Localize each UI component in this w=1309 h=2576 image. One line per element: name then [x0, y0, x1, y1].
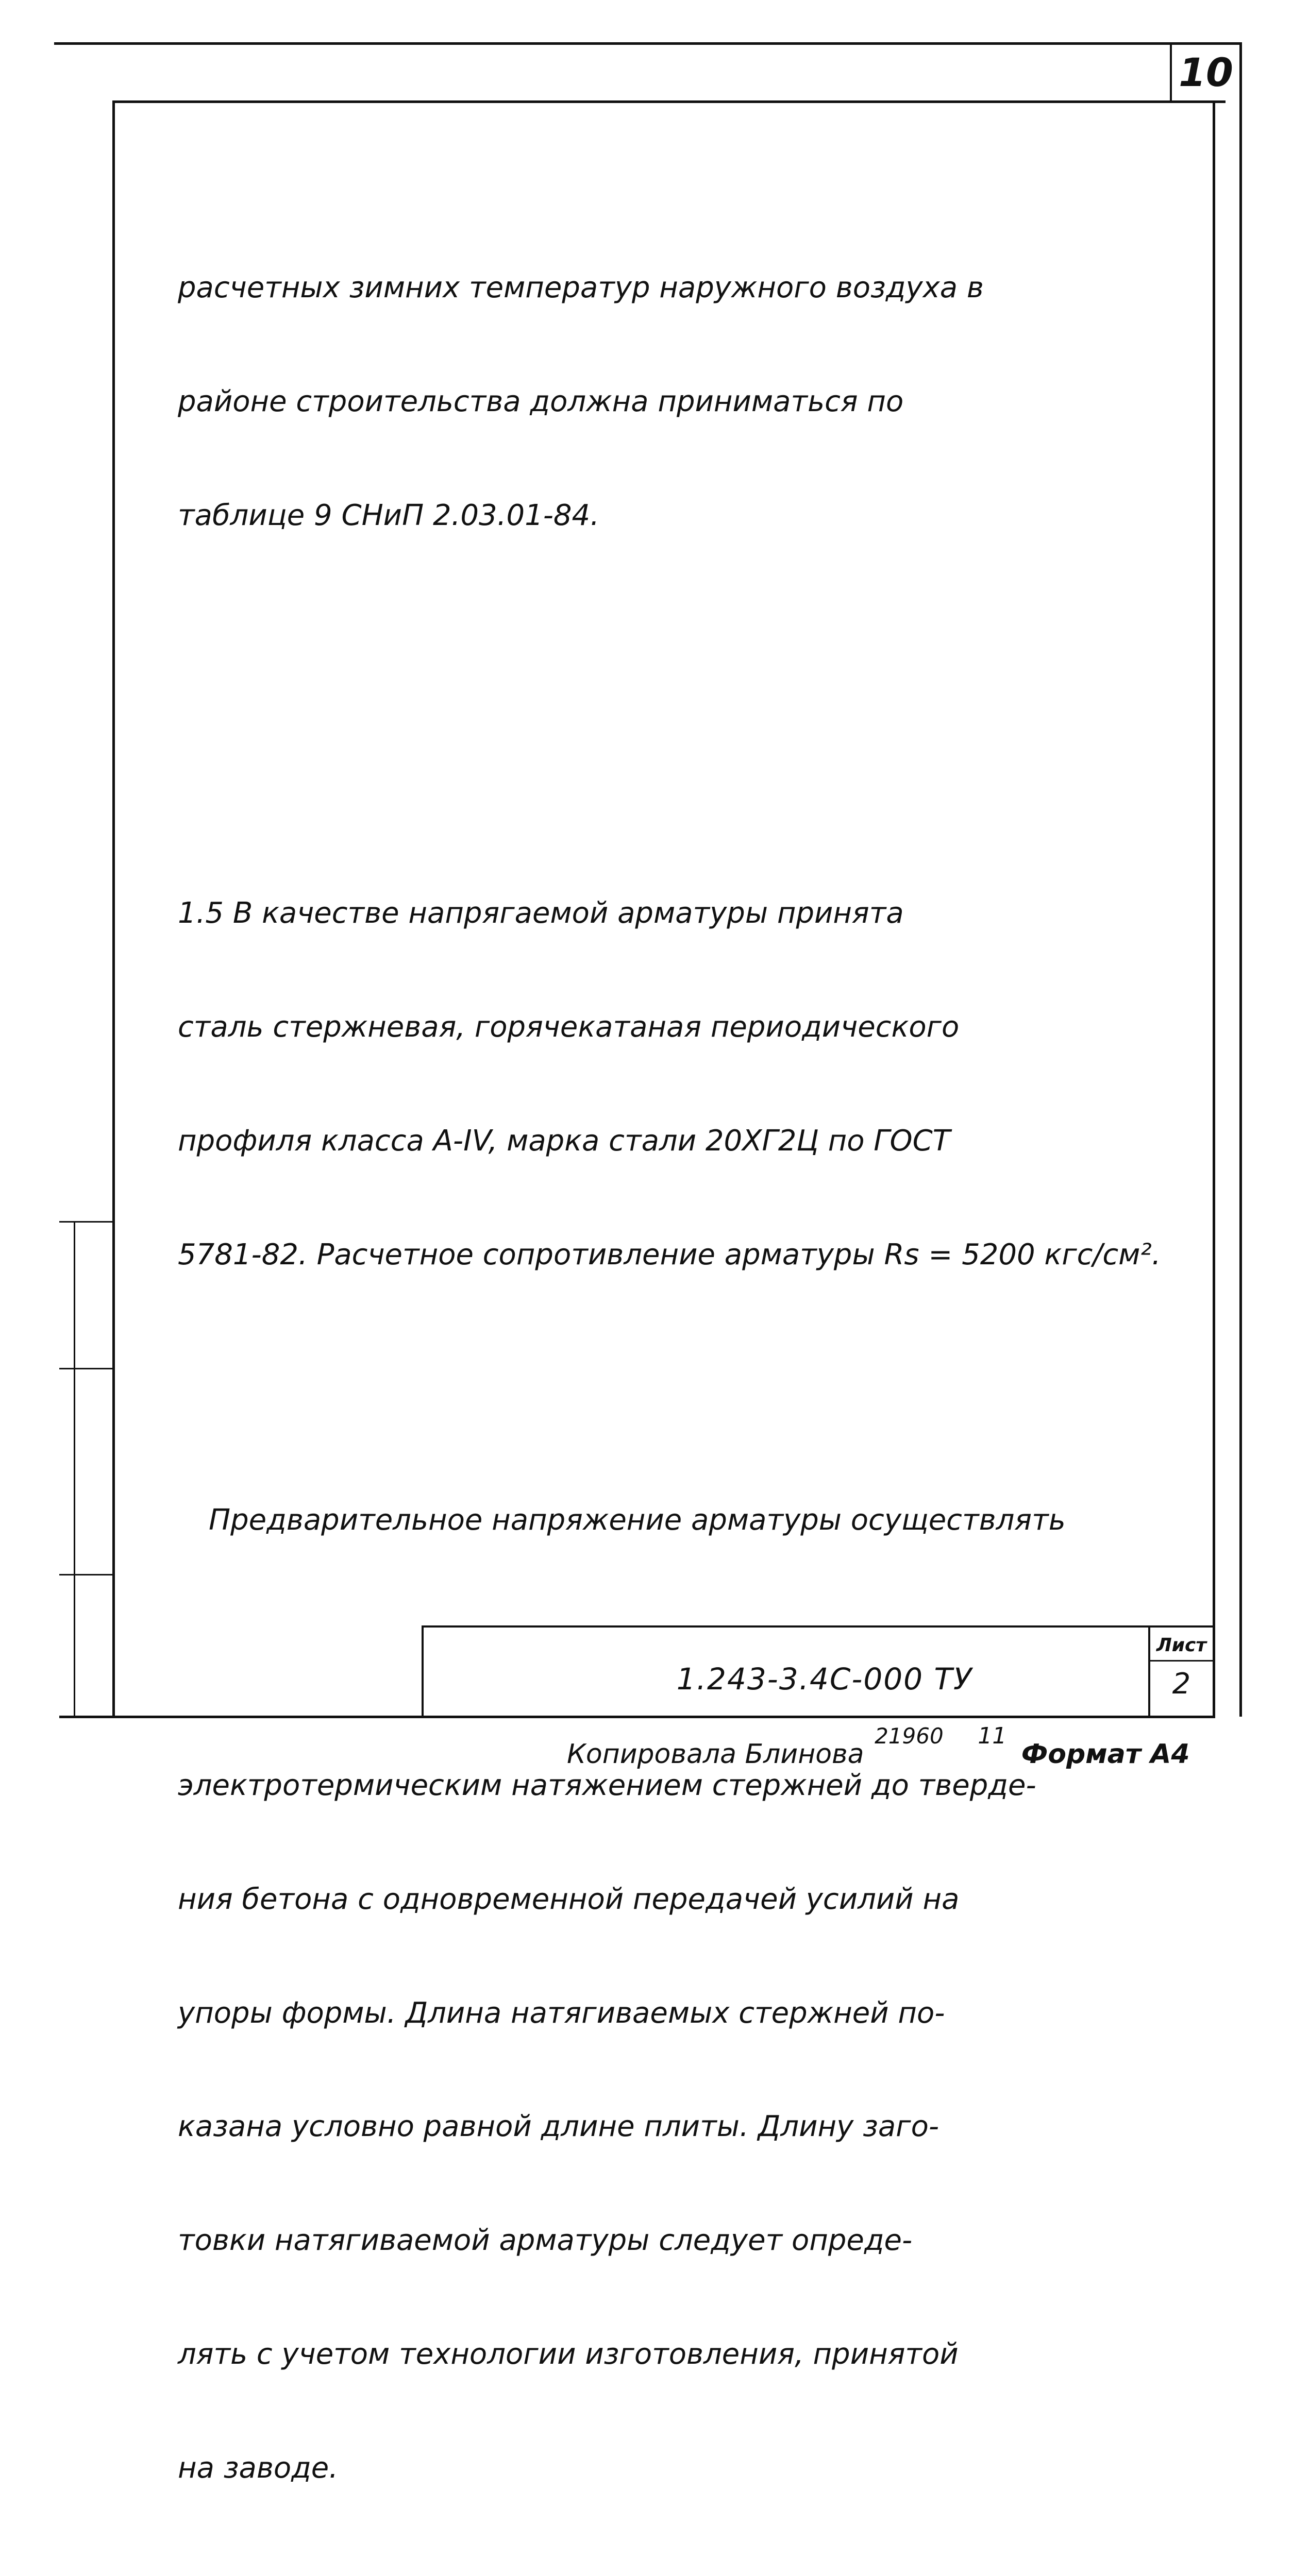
binding-strip-divider-3 — [59, 1574, 112, 1575]
text-line: профиля класса А-IV, марка стали 20ХГ2Ц по ГОСТ — [178, 1124, 950, 1158]
text-line: таблице 9 СНиП 2.03.01-84. — [178, 498, 599, 532]
copy-number: 21960 — [875, 1723, 944, 1749]
text-line: лять с учетом технологии изготовления, принятой — [178, 2337, 959, 2371]
frame-left-edge — [112, 100, 115, 1718]
series-number: 11 — [978, 1723, 1007, 1749]
frame-outer-right-edge — [1239, 42, 1242, 1717]
text-line: на заводе. — [178, 2451, 339, 2485]
text-line: товки натягиваемой арматуры следует опреде- — [178, 2224, 913, 2258]
sheet-number: 2 — [1172, 1667, 1191, 1701]
frame-right-edge — [1213, 100, 1215, 1718]
paper-format: Формат А4 — [1021, 1739, 1190, 1770]
paragraph-1-5 — [178, 819, 1198, 1349]
frame-top-edge — [54, 42, 1242, 45]
sheet-label: Лист — [1156, 1635, 1207, 1656]
stamp-sheet-cell-divider — [1148, 1660, 1215, 1662]
copied-by: Копировала Блинова — [567, 1739, 864, 1770]
text-line: районе строительства должна приниматься по — [178, 385, 904, 419]
document-code: 1.243-3.4С-000 ТУ — [676, 1662, 973, 1697]
frame-inner-top-edge — [112, 100, 1226, 103]
text-line: расчетных зимних температур наружного воздуха в — [178, 271, 984, 305]
top-sheet-number: 10 — [1179, 49, 1233, 95]
paragraph-climate — [178, 193, 1198, 611]
text-line: Предварительное напряжение арматуры осуществлять — [209, 1503, 1066, 1537]
text-line: 1.5 В качестве напрягаемой арматуры принята — [178, 896, 904, 930]
text-line: упоры формы. Длина натягиваемых стержней по- — [178, 1996, 945, 2030]
text-line: сталь стержневая, горячекатаная периодического — [178, 1010, 960, 1044]
paragraph-prestress — [178, 1426, 1198, 1615]
binding-strip-right — [74, 1221, 75, 1716]
text-line: 5781-82. Расчетное сопротивление арматуры Rs = 5200 кгс/см². — [178, 1238, 1161, 1272]
document-body — [178, 117, 1198, 2576]
text-line: казана условно равной длине плиты. Длину заго- — [178, 2110, 939, 2144]
stamp-left-edge — [422, 1625, 424, 1718]
paragraph-prestress-continued — [178, 1691, 1198, 2563]
footer-copy-line — [567, 1723, 1190, 1770]
binding-strip-divider-1 — [59, 1221, 112, 1223]
binding-strip-divider-2 — [59, 1368, 112, 1369]
text-line: электротермическим натяжением стержней до тверде- — [178, 1768, 1036, 1802]
stamp-top-edge — [422, 1625, 1215, 1628]
text-line: ния бетона с одновременной передачей усилий на — [178, 1882, 960, 1916]
